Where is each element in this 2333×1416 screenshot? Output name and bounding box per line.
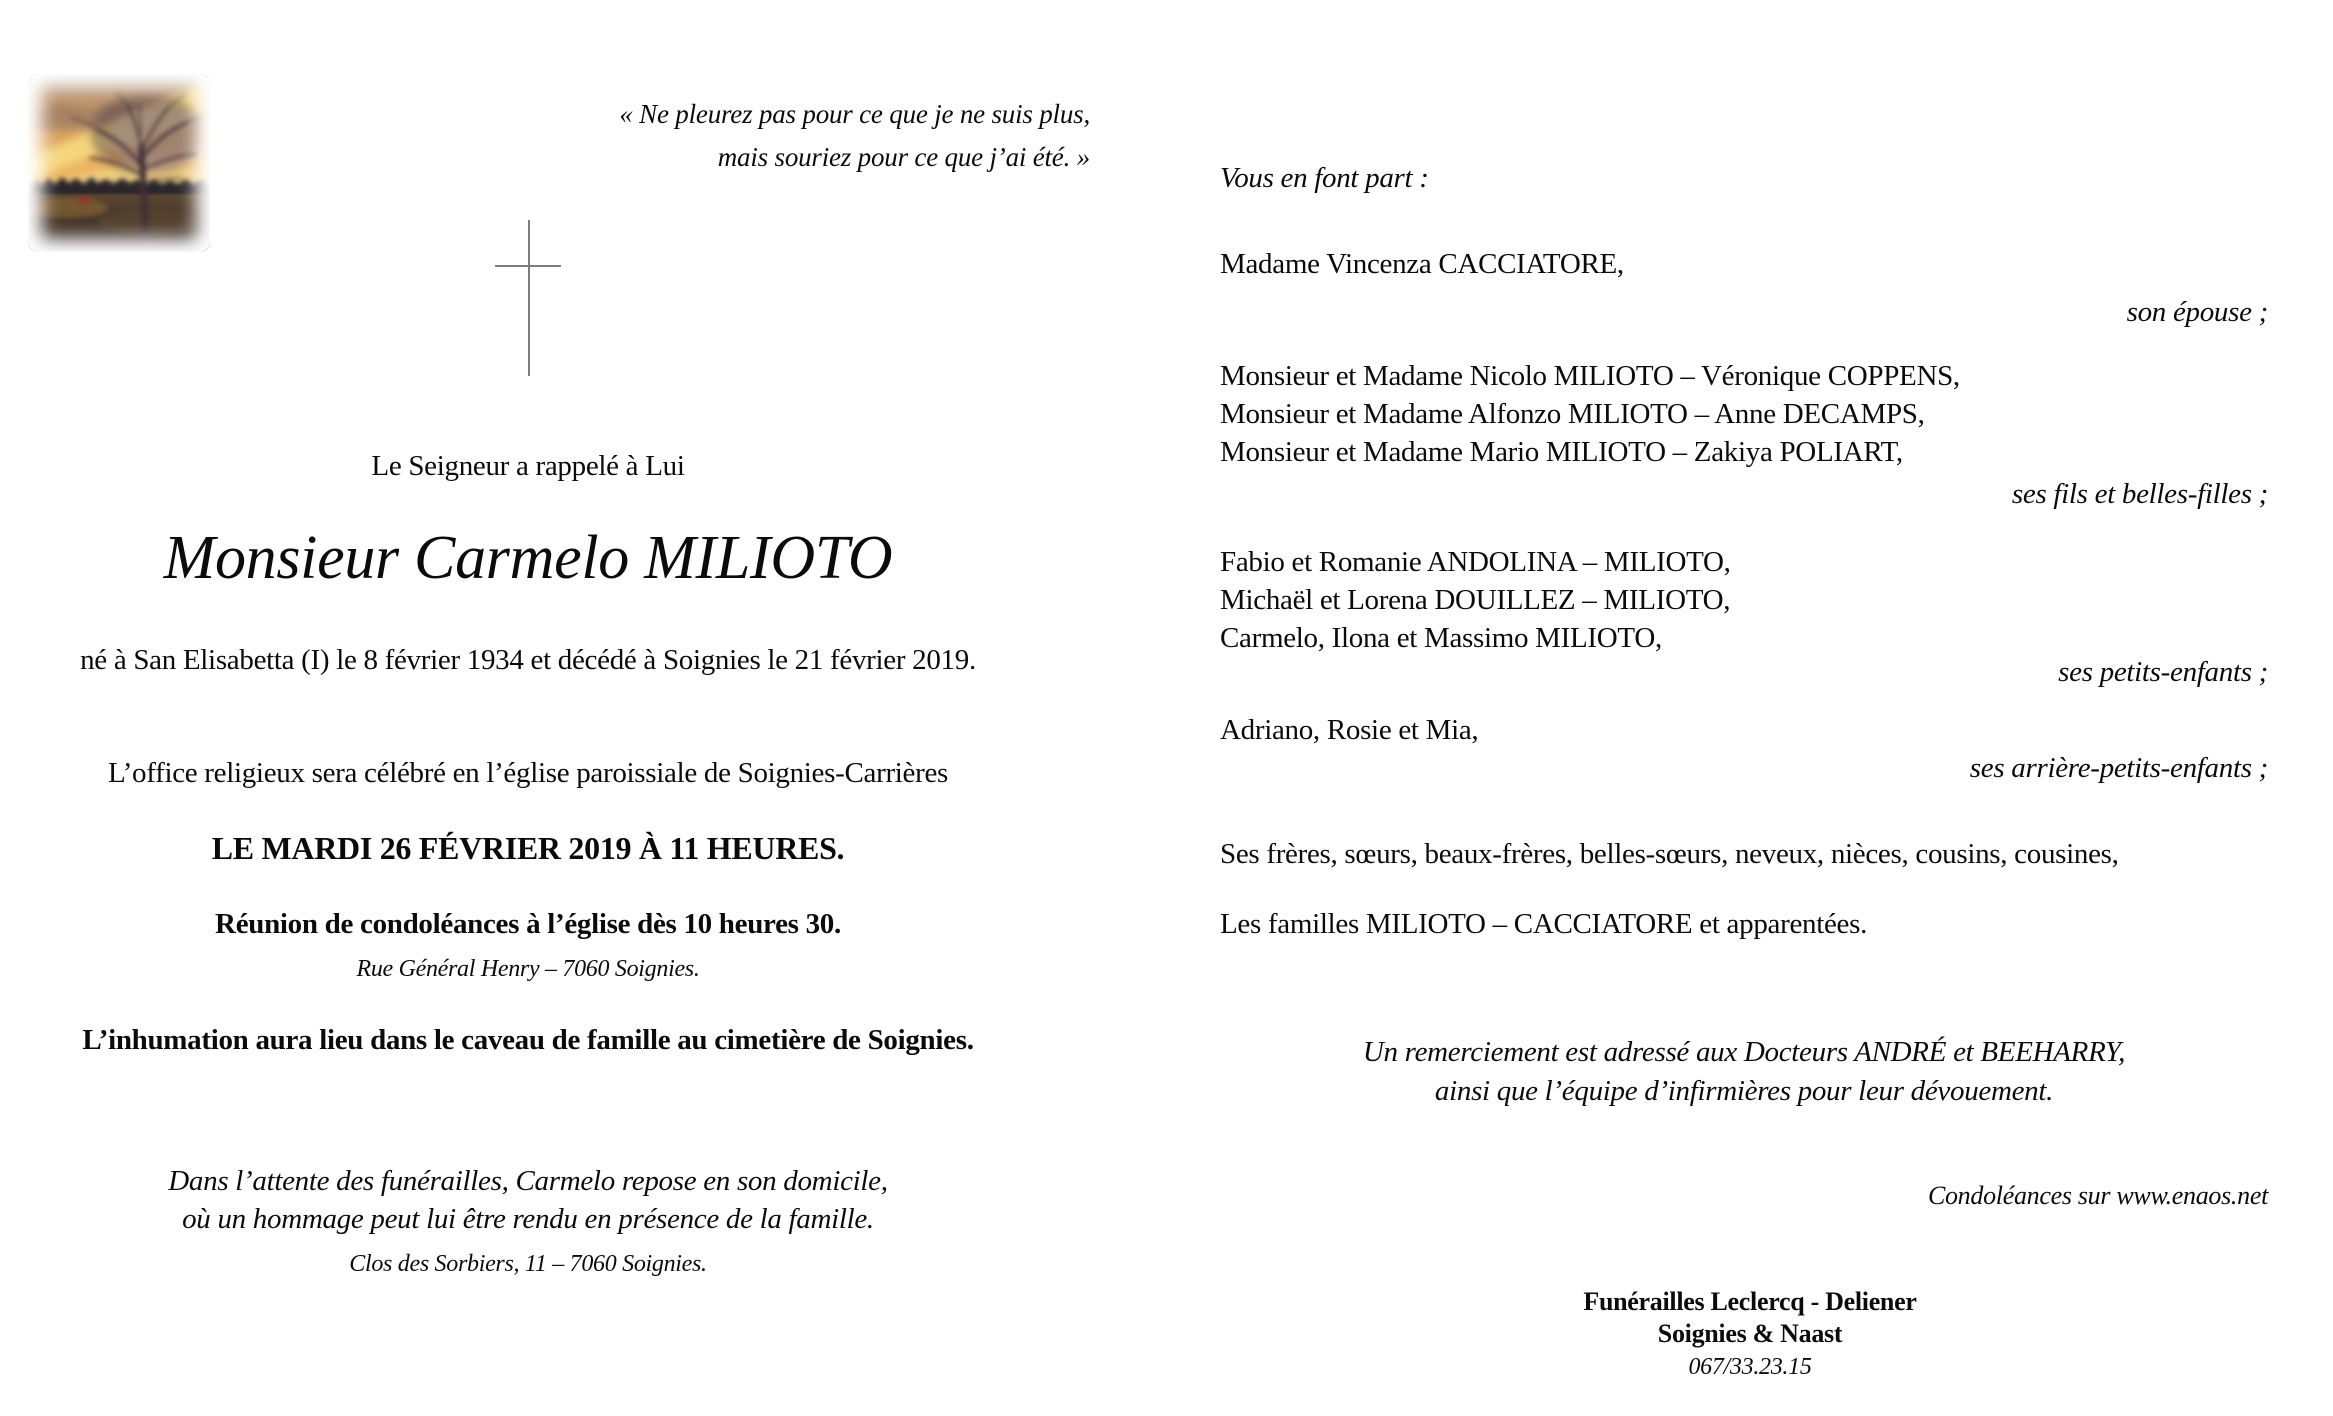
thanks-line-1: Un remerciement est adressé aux Docteurs ANDRÉ et BEEHARRY, <box>1362 1036 2126 1068</box>
deceased-name: Monsieur Carmelo MILIOTO <box>163 524 893 592</box>
son-line: Monsieur et Madame Mario MILIOTO – Zakiya POLIART, <box>1220 436 1903 468</box>
birth-death-line: né à San Elisabetta (I) le 8 février 1934 et décédé à Soignies le 21 février 2019. <box>80 644 976 676</box>
quote-line-1: « Ne pleurez pas pour ce que je ne suis plus, <box>619 99 1090 129</box>
church-address: Rue Général Henry – 7060 Soignies. <box>356 956 700 982</box>
spouse-label: son épouse ; <box>2126 296 2268 328</box>
service-datetime: LE MARDI 26 FÉVRIER 2019 À 11 HEURES. <box>211 830 845 866</box>
families-line: Les familles MILIOTO – CACCIATORE et apparentées. <box>1220 908 1868 940</box>
grandchildren-label: ses petits-enfants ; <box>2058 656 2268 688</box>
announcement-intro: Vous en font part : <box>1220 162 1429 194</box>
burial-line: L’inhumation aura lieu dans le caveau de famille au cimetière de Soignies. <box>82 1024 974 1056</box>
quote-line-2: mais souriez pour ce que j’ai été. » <box>717 142 1090 172</box>
landscape-photo <box>28 74 210 252</box>
grandchild-line: Michaël et Lorena DOUILLEZ – MILIOTO, <box>1220 584 1731 616</box>
memorial-quote <box>540 93 1090 179</box>
cross-horizontal-bar <box>495 265 561 267</box>
relatives-line: Ses frères, sœurs, beaux-frères, belles-sœurs, neveux, nièces, cousins, cousines, <box>1220 838 2119 870</box>
thanks-line-2: ainsi que l’équipe d’infirmières pour leur dévouement. <box>1434 1075 2054 1107</box>
sons-label: ses fils et belles-filles ; <box>2011 478 2268 510</box>
grandchild-line: Carmelo, Ilona et Massimo MILIOTO, <box>1220 622 1662 654</box>
great-grandchildren-label: ses arrière-petits-enfants ; <box>1969 752 2268 784</box>
funeral-home-phone: 067/33.23.15 <box>1688 1354 1812 1380</box>
funeral-home-name: Funérailles Leclercq - Deliener <box>1583 1287 1917 1316</box>
cross-vertical-bar <box>528 220 530 376</box>
sunset-tree-illustration <box>28 74 210 252</box>
great-grandchildren-line: Adriano, Rosie et Mia, <box>1220 714 1479 746</box>
repose-line-2: où un hommage peut lui être rendu en présence de la famille. <box>182 1203 874 1235</box>
intro-line: Le Seigneur a rappelé à Lui <box>371 450 685 482</box>
son-line: Monsieur et Madame Alfonzo MILIOTO – Anne DECAMPS, <box>1220 398 1925 430</box>
home-address: Clos des Sorbiers, 11 – 7060 Soignies. <box>349 1251 707 1277</box>
condolence-meeting-line: Réunion de condoléances à l’église dès 10 heures 30. <box>215 908 841 940</box>
cross-icon <box>470 215 590 385</box>
service-line: L’office religieux sera célébré en l’église paroissiale de Soignies-Carrières <box>107 757 949 789</box>
son-line: Monsieur et Madame Nicolo MILIOTO – Véronique COPPENS, <box>1220 360 1960 392</box>
spouse-name: Madame Vincenza CACCIATORE, <box>1220 248 1624 280</box>
repose-line-1: Dans l’attente des funérailles, Carmelo repose en son domicile, <box>168 1165 888 1197</box>
condolences-website: Condoléances sur www.enaos.net <box>1927 1181 2268 1210</box>
funeral-home-towns: Soignies & Naast <box>1657 1319 1843 1348</box>
grandchild-line: Fabio et Romanie ANDOLINA – MILIOTO, <box>1220 546 1731 578</box>
